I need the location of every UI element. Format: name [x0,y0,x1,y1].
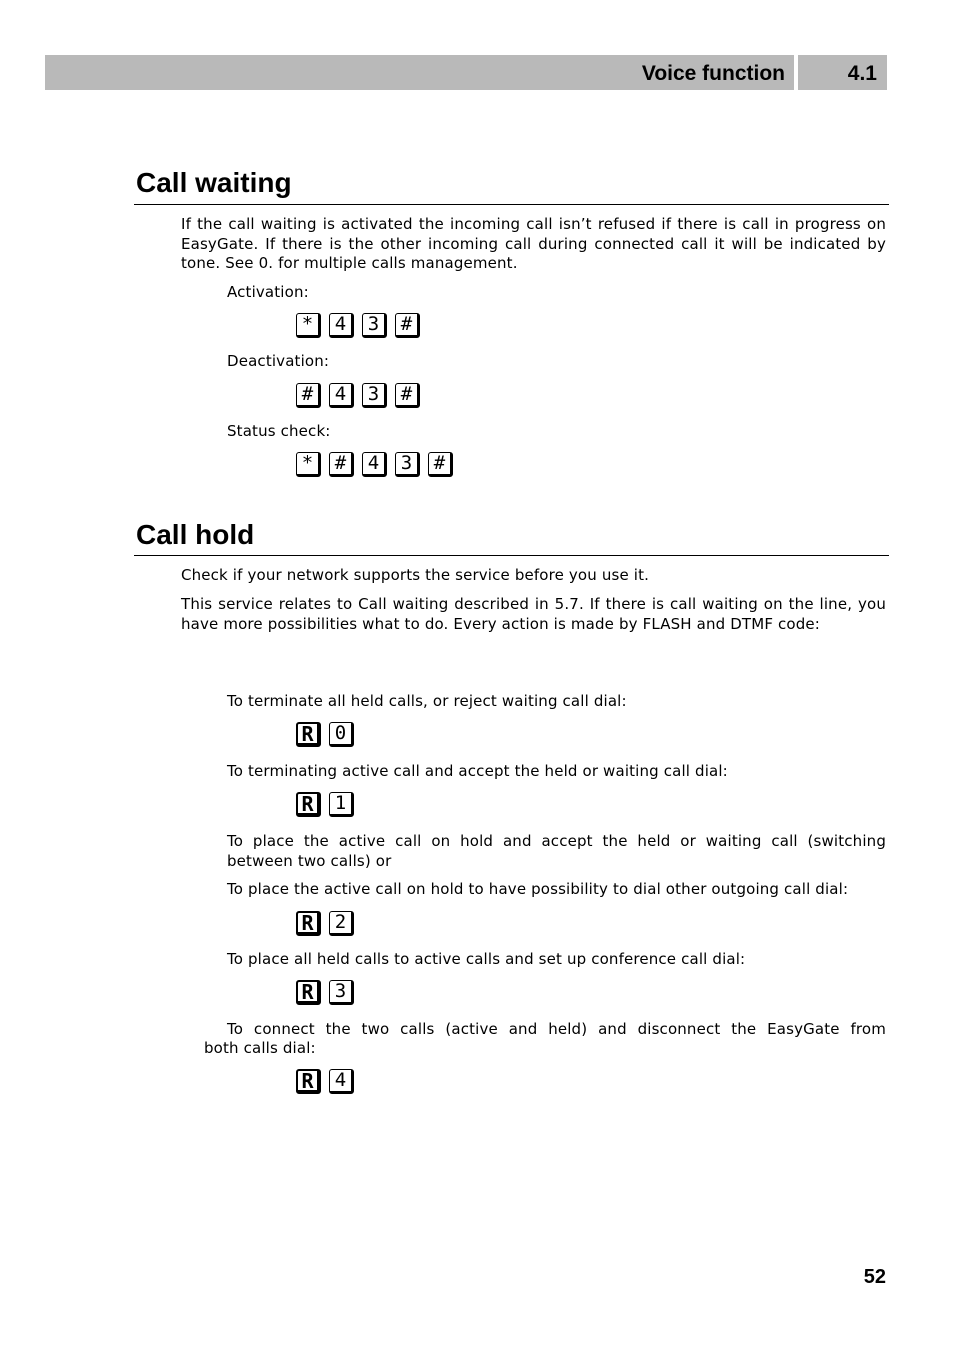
terminate-active-keys [296,792,354,817]
key-3: 3 [329,980,354,1005]
key-hash: # [329,452,354,477]
key-3: 3 [362,313,387,338]
key-3: 3 [362,383,387,408]
connect-text-line-1: To connect the two calls (active and held) and disconnect the EasyGate from [227,1020,886,1038]
terminate-active-text: To terminating active call and accept the held or waiting call dial: [227,762,728,780]
status-check-keys [296,452,453,477]
call-hold-heading: Call hold [136,519,255,550]
deactivation-keys [296,383,420,408]
call-hold-rule [134,555,889,556]
key-4: 4 [329,313,354,338]
status-check-label: Status check: [227,422,331,440]
key-hash: # [428,452,453,477]
terminate-all-keys [296,722,354,747]
key-0: 0 [329,722,354,747]
activation-label: Activation: [227,283,309,301]
call-waiting-rule [134,204,889,205]
place-hold-switch-text: To place the active call on hold and accept the held or waiting call (switching between two calls) or [227,832,886,870]
key-2: 2 [329,911,354,936]
key-4: 4 [329,1069,354,1094]
place-hold-keys [296,911,354,936]
key-4: 4 [329,383,354,408]
key-3: 3 [395,452,420,477]
activation-keys [296,313,420,338]
call-waiting-heading: Call waiting [136,167,292,198]
key-hash: # [395,313,420,338]
page-number: 52 [863,1266,886,1288]
key-star: * [296,313,321,338]
call-hold-paragraph-2: This service relates to Call waiting described in 5.7. If there is call waiting on the line, you have more possibilities what to do. Every action is made by FLASH and DTMF code: [181,595,886,633]
key-hash: # [296,383,321,408]
connect-text-line-2: both calls dial: [204,1039,316,1057]
key-r: R [296,722,321,747]
key-1: 1 [329,792,354,817]
key-hash: # [395,383,420,408]
key-r: R [296,1069,321,1094]
conference-keys [296,980,354,1005]
deactivation-label: Deactivation: [227,352,330,370]
key-star: * [296,452,321,477]
place-hold-dial-text: To place the active call on hold to have possibility to dial other outgoing call dial: [227,880,849,898]
terminate-all-text: To terminate all held calls, or reject waiting call dial: [227,692,627,710]
key-r: R [296,911,321,936]
call-waiting-intro: If the call waiting is activated the incoming call isn’t refused if there is call in progress on EasyGate. If there is the other incoming call during connected call it will be indicated by tone. See 0. for multiple calls management. [181,215,886,272]
conference-text: To place all held calls to active calls and set up conference call dial: [227,950,746,968]
connect-keys [296,1069,354,1094]
key-r: R [296,980,321,1005]
call-hold-paragraph-1: Check if your network supports the service before you use it. [181,566,650,584]
header-title: Voice function [641,62,785,85]
section-number: 4.1 [847,62,877,85]
key-4: 4 [362,452,387,477]
key-r: R [296,792,321,817]
